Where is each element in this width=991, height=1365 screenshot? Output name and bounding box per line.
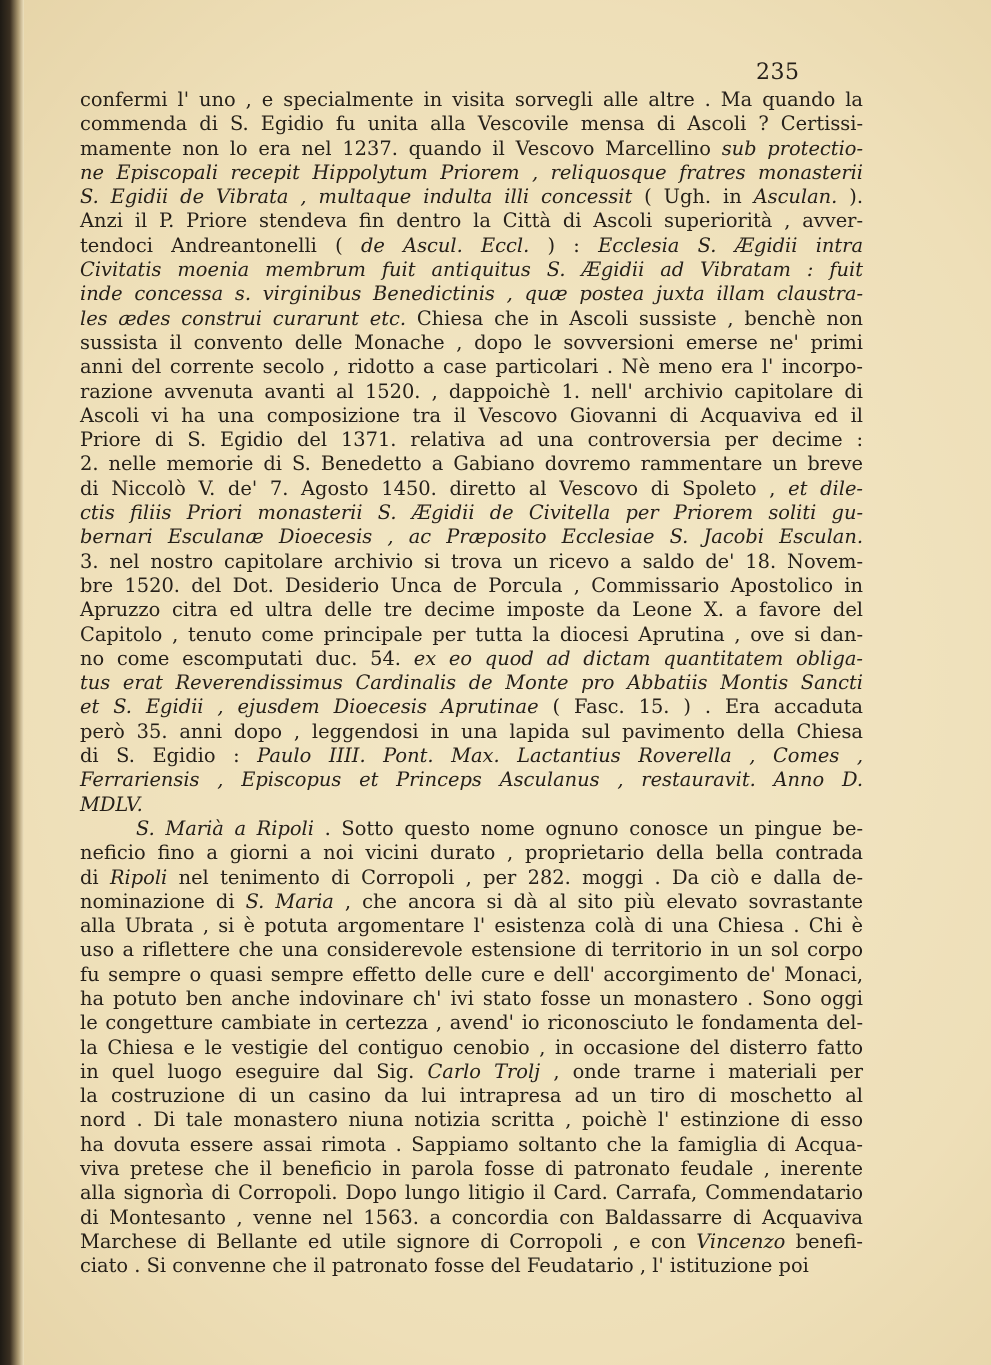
text-line: ctis filiis Priori monasterii S. Ægidii de Civitella per Priorem soliti gu- <box>80 501 863 525</box>
text-line: Capitolo , tenuto come principale per tutta la diocesi Aprutina , ove si dan- <box>80 622 863 646</box>
text-line: Marchese di Bellante ed utile signore di Corropoli , e con Vincenzo benefi- <box>80 1229 863 1253</box>
text-line: confermi l' uno , e specialmente in visita sorvegli alle altre . Ma quando la <box>80 88 863 111</box>
text-line: viva pretese che il beneficio in parola fosse di patronato feudale , inerente <box>80 1157 863 1181</box>
text-line: alla Ubrata , si è potuta argomentare l' esistenza colà di una Chiesa . Chi è <box>80 914 863 938</box>
text-line: MDLV. <box>80 792 143 816</box>
text-line: la costruzione di un casino da lui intrapresa ad un tiro di moschetto al <box>80 1084 863 1108</box>
binding-gutter <box>0 0 24 1365</box>
text-line: no come escomputati duc. 54. ex eo quod ad dictam quantitatem obliga- <box>80 646 863 670</box>
text-line: ha potuto ben anche indovinare ch' ivi stato fosse un monastero . Sono oggi <box>80 986 863 1010</box>
text-line: però 35. anni dopo , leggendosi in una lapida sul pavimento della Chiesa <box>80 719 863 743</box>
text-line: tus erat Reverendissimus Cardinalis de Monte pro Abbatiis Montis Sancti <box>80 671 863 695</box>
page-number: 235 <box>756 60 800 85</box>
text-line: Priore di S. Egidio del 1371. relativa ad una controversia per decime : <box>80 428 863 452</box>
text-line: di Niccolò V. de' 7. Agosto 1450. diretto al Vescovo di Spoleto , et dile- <box>80 476 863 500</box>
text-line: tendoci Andreantonelli ( de Ascul. Eccl. ) : Ecclesia S. Ægidii intra <box>80 233 864 257</box>
text-line: di Montesanto , venne nel 1563. a concordia con Baldassarre di Acquaviva <box>80 1205 863 1229</box>
text-line: neficio fino a giorni a noi vicini durato , proprietario della bella contrada <box>80 841 863 865</box>
text-line: Apruzzo citra ed ultra delle tre decime imposte da Leone X. a favore del <box>80 598 863 622</box>
text-line: bernari Esculanæ Dioecesis , ac Præposito Ecclesiae S. Jacobi Esculan. <box>80 525 863 549</box>
text-line: alla signorìa di Corropoli. Dopo lungo litigio il Card. Carrafa, Commendatario <box>80 1181 863 1205</box>
text-line: nominazione di S. Maria , che ancora si dà al sito più elevato sovrastante <box>80 889 863 913</box>
text-line: inde concessa s. virginibus Benedictinis , quæ postea juxta illam claustra- <box>80 282 863 306</box>
text-line: nord . Di tale monastero niuna notizia scritta , poichè l' estinzione di esso <box>80 1108 863 1132</box>
text-line: ciato . Si convenne che il patronato fosse del Feudatario , l' istituzione poi <box>80 1254 809 1278</box>
text-line: ha dovuta essere assai rimota . Sappiamo soltanto che la famiglia di Acqua- <box>80 1132 863 1156</box>
text-line: Civitatis moenia membrum fuit antiquitus S. Ægidii ad Vibratam : fuit <box>80 258 863 282</box>
text-line: 3. nel nostro capitolare archivio si trova un ricevo a saldo de' 18. Novem- <box>80 549 863 573</box>
text-line: di S. Egidio : Paulo IIII. Pont. Max. Lactantius Roverella , Comes , <box>80 744 863 768</box>
text-line: Ferrariensis , Episcopus et Princeps Asculanus , restauravit. Anno D. <box>80 768 863 792</box>
text-line: sussista il convento delle Monache , dopo le sovversioni emerse ne' primi <box>80 330 863 354</box>
text-line: uso a riflettere che una considerevole estensione di territorio in un sol corpo <box>80 938 863 962</box>
text-line: Anzi il P. Priore stendeva fin dentro la Città di Ascoli superiorità , avver- <box>80 209 863 233</box>
text-line: fu sempre o quasi sempre effetto delle cure e dell' accorgimento de' Monaci, <box>80 962 863 986</box>
body-text <box>80 88 863 1279</box>
text-line: la Chiesa e le vestigie del contiguo cenobio , in occasione del disterro fatto <box>80 1035 863 1059</box>
text-line: et S. Egidii , ejusdem Dioecesis Aprutinae ( Fasc. 15. ) . Era accaduta <box>80 695 863 719</box>
text-line: razione avvenuta avanti al 1520. , dappoichè 1. nell' archivio capitolare di <box>80 379 863 403</box>
text-line: ne Episcopali recepit Hippolytum Priorem , reliquosque fratres monasterii <box>80 160 863 184</box>
text-line: Ascoli vi ha una composizione tra il Vescovo Giovanni di Acquaviva ed il <box>80 403 863 427</box>
text-line: S. Egidii de Vibrata , multaque indulta illi concessit ( Ugh. in Asculan. ). <box>80 185 863 209</box>
text-line: S. Marià a Ripoli . Sotto questo nome ognuno conosce un pingue be- <box>136 816 863 840</box>
text-line: commenda di S. Egidio fu unita alla Vescovile mensa di Ascoli ? Certissi- <box>80 112 863 136</box>
text-line: les ædes construi curarunt etc. Chiesa che in Ascoli sussiste , benchè non <box>80 306 863 330</box>
text-line: mamente non lo era nel 1237. quando il Vescovo Marcellino sub protectio- <box>80 136 863 160</box>
text-line: le congetture cambiate in certezza , avend' io riconosciuto le fondamenta del- <box>80 1011 863 1035</box>
text-line: anni del corrente secolo , ridotto a case particolari . Nè meno era l' incorpo- <box>80 355 863 379</box>
text-line: in quel luogo eseguire dal Sig. Carlo Trolj , onde trarne i materiali per <box>80 1059 864 1083</box>
text-line: 2. nelle memorie di S. Benedetto a Gabiano dovremo rammentare un breve <box>80 452 863 476</box>
text-line: di Ripoli nel tenimento di Corropoli , per 282. moggi . Da ciò e dalla de- <box>80 865 863 889</box>
text-line: bre 1520. del Dot. Desiderio Unca de Porcula , Commissario Apostolico in <box>80 573 863 597</box>
